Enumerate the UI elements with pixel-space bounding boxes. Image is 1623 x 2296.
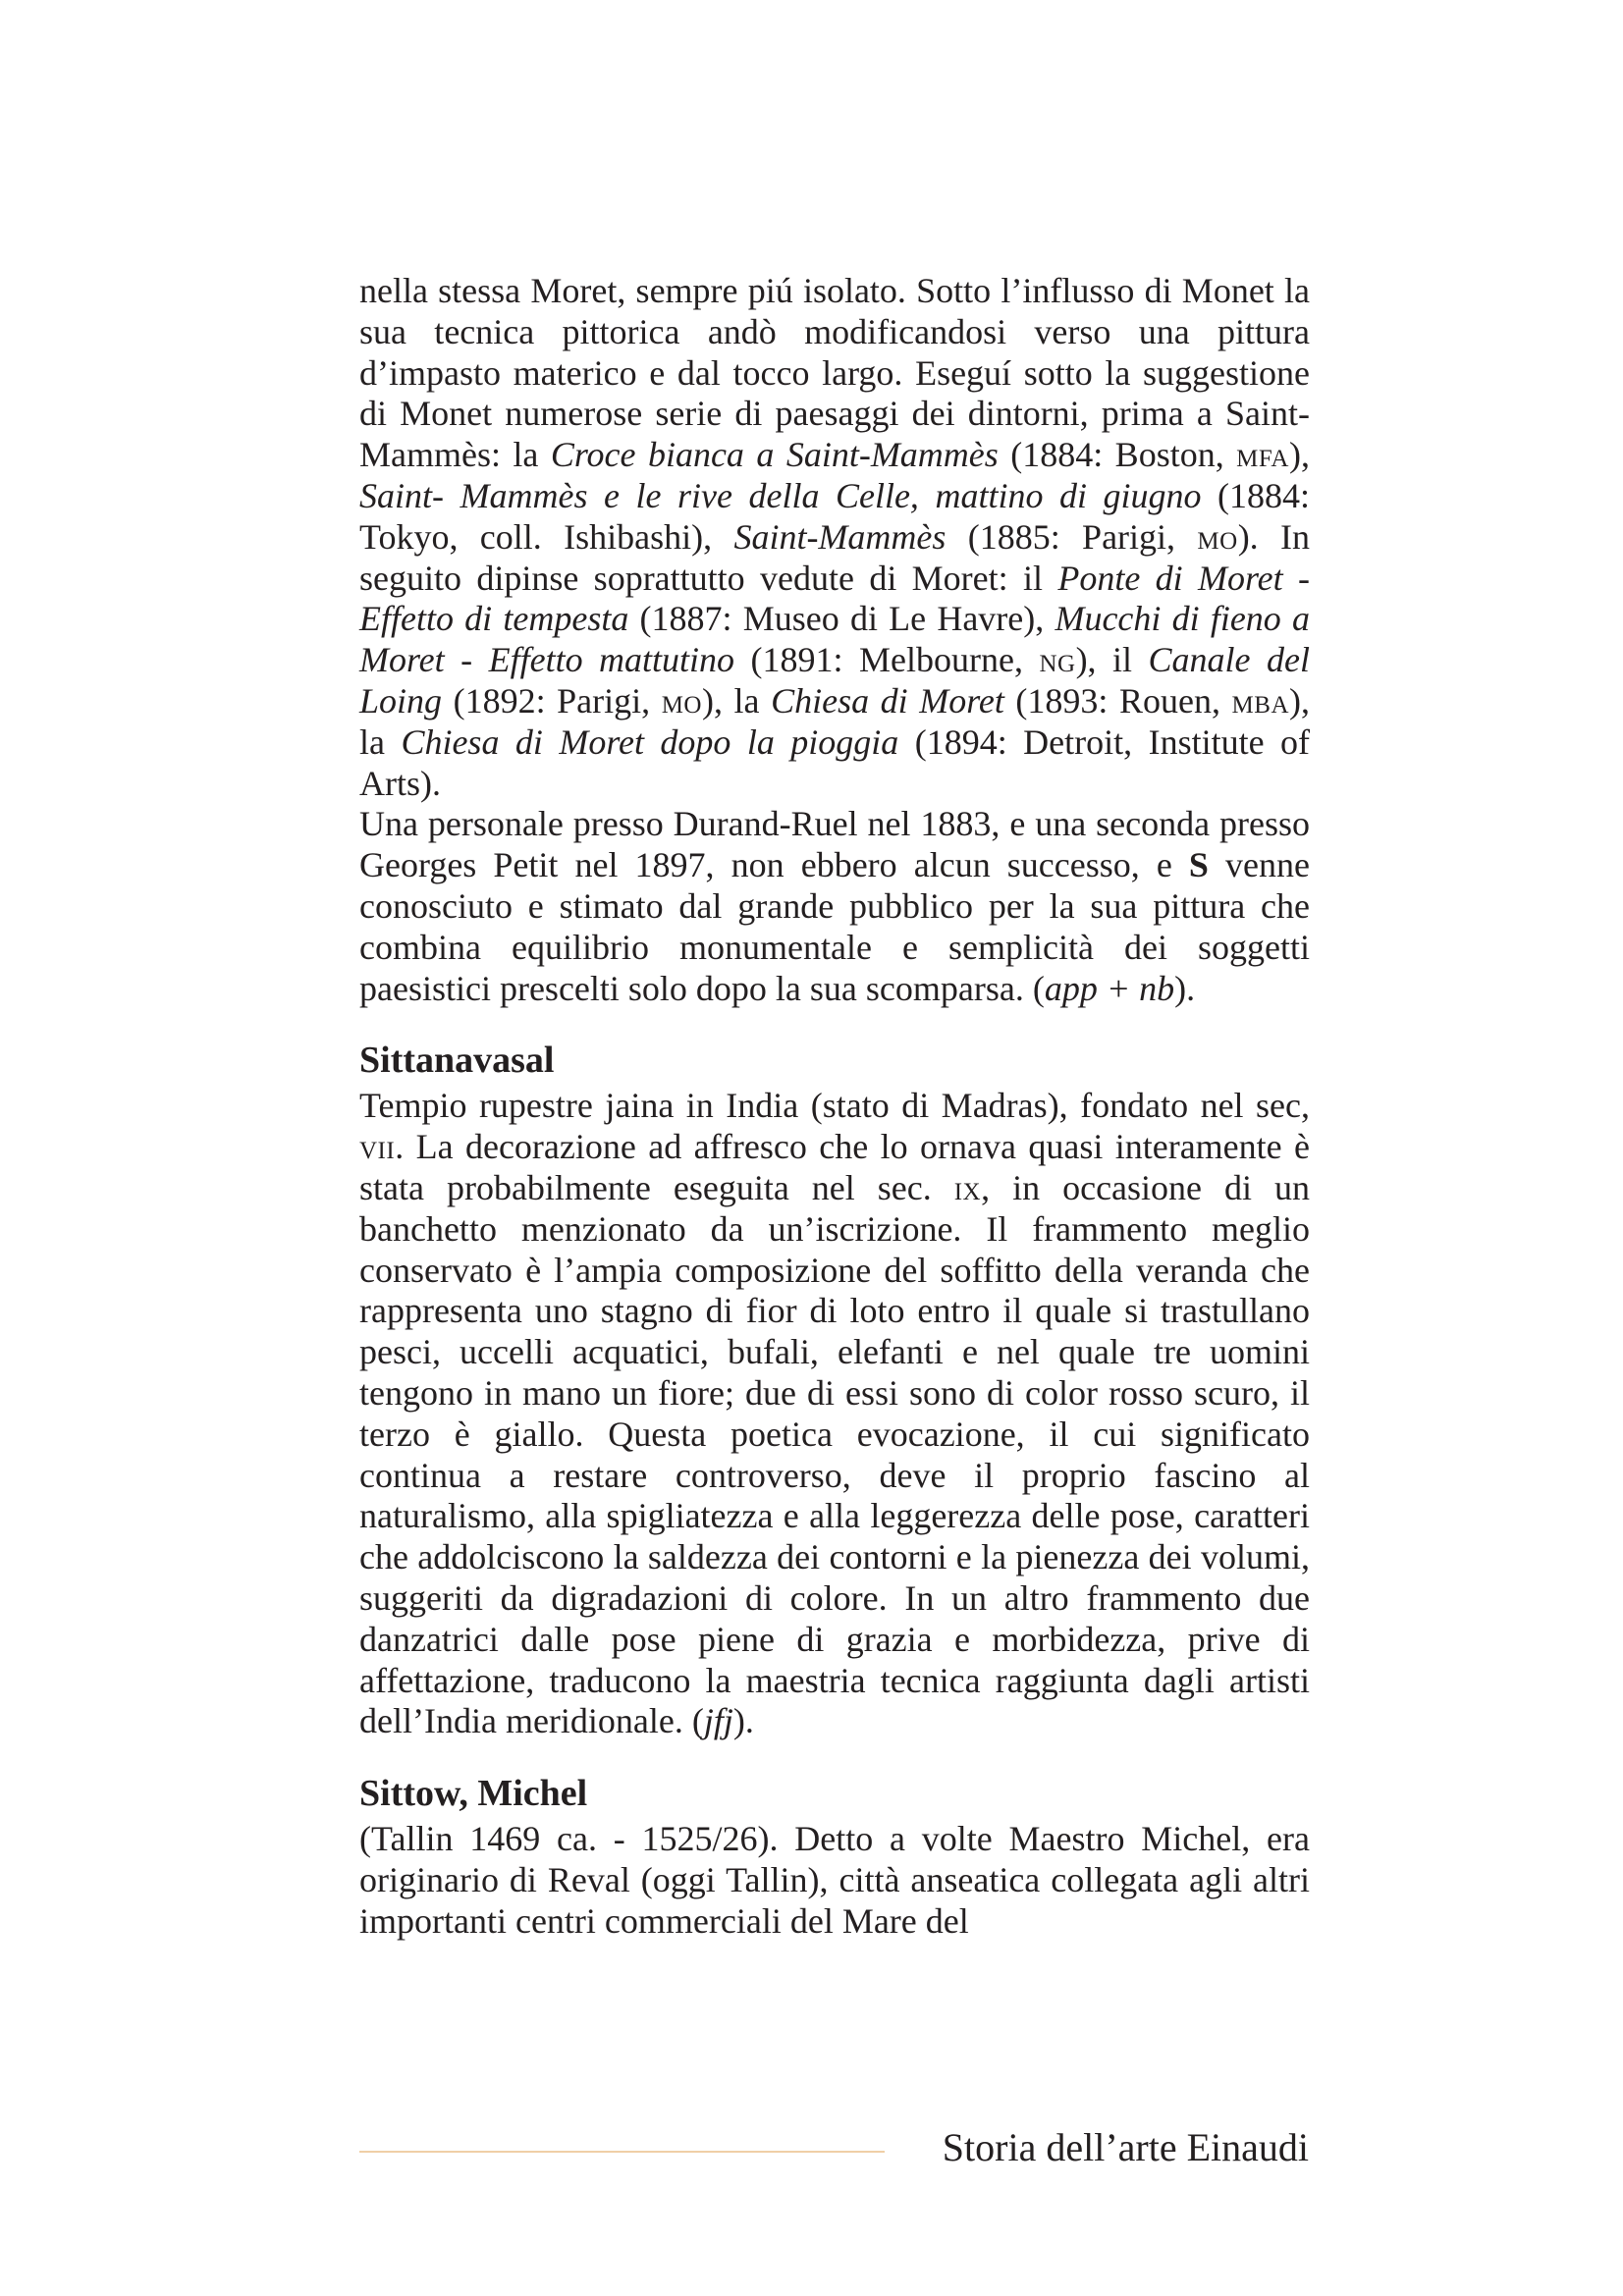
text-run: ). [732,1701,754,1741]
text-run: nella stessa Moret, sempre piú isolato. Sotto l’influsso di Monet la sua tecnica pittorica andò modificandosi verso una pittura d’impasto materico e dal tocco largo. Eseguí sotto la suggestione di Monet numerose serie di paesaggi dei dintorni, prima a Saint-Mammès: la [359,271,1310,475]
paragraph-moret-exhibitions [359,804,1310,1009]
entry-heading-sittow: Sittow, Michel [359,1773,588,1815]
text-run: (1885: Parigi, [946,516,1198,557]
artwork-title: Canale del Loing [359,640,1310,721]
artwork-title: Saint-Mammès [733,516,947,557]
text-run: ). In seguito dipinse soprattutto vedute di Moret: il [359,516,1310,598]
museum-abbrev: mo [1197,516,1238,557]
text-run: venne conosciuto e stimato dal grande pubblico per la sua pittura che combina equilibrio monumentale e semplicità dei soggetti paesistici prescelti solo dopo la sua scomparsa. ( [359,845,1310,1008]
entry-abbrev: S [1188,845,1209,885]
text-run: (1892: Parigi, [442,680,662,721]
century-numeral: vii [359,1127,396,1167]
text-run: ), la [359,680,1311,762]
text-run: ), la [702,680,772,721]
text-run: (1891: Melbourne, [734,640,1040,680]
author-initials: app + nb [1044,968,1175,1008]
text-run: ), il [1075,640,1149,680]
text-run: Tempio rupestre jaina in India (stato di Madras), fondato nel sec, [359,1086,1310,1126]
paragraph-moret-continuation [359,271,1310,804]
text-run: Una personale presso Durand-Ruel nel 1883, e una seconda presso Georges Petit nel 1897, non ebbero alcun successo, e [359,804,1310,885]
footer-rule [359,2151,885,2153]
century-numeral: ix [953,1167,982,1207]
museum-abbrev: mba [1231,680,1290,721]
text-run: (1884: Tokyo, coll. Ishibashi), [359,475,1310,557]
museum-abbrev: mfa [1236,435,1289,475]
text-column [359,271,1310,1942]
author-initials: jfj [703,1701,733,1741]
text-run: (1884: Boston, [998,435,1237,475]
text-run: , in occasione di un banchetto menzionato da un’iscrizione. Il frammento meglio conservato è l’ampia composizione del soffitto della veranda che rappresenta uno stagno di fior di loto entro il quale si trastullano pesci, uccelli acquatici, bufali, elefanti e nel quale tre uomini tengono in mano un fiore; due di essi sono di color rosso scuro, il terzo è giallo. Questa poetica evocazione, il cui significato continua a restare controverso, deve il proprio fascino al naturalismo, alla spigliatezza e alla leggerezza delle pose, caratteri che addolciscono la saldezza dei contorni e la pienezza dei volumi, suggeriti da digradazioni di colore. In un altro frammento due danzatrici dalle pose piene di grazia e morbidezza, prive di affettazione, traducono la maestria tecnica raggiunta dagli artisti dell’India meridionale. ( [359,1167,1310,1741]
museum-abbrev: mo [661,680,702,721]
artwork-title: Chiesa di Moret dopo la pioggia [401,721,899,762]
museum-abbrev: ng [1039,640,1076,680]
text-run: . La decorazione ad affresco che lo ornava quasi interamente è stata probabilmente eseguita nel sec. [359,1127,1310,1207]
paragraph-sittanavasal [359,1086,1310,1742]
text-run: (1887: Museo di Le Havre), [628,599,1055,639]
text-run: (1893: Rouen, [1003,680,1232,721]
entry-heading-sittanavasal: Sittanavasal [359,1040,555,1082]
text-run: ). [1174,968,1196,1008]
footer-title: Storia dell’arte Einaudi [942,2125,1309,2169]
paragraph-sittow: (Tallin 1469 ca. - 1525/26). Detto a volte Maestro Michel, era originario di Reval (oggi Tallin), città anseatica collegata agli altri importanti centri commerciali del Mare del [359,1819,1310,1941]
artwork-title: Croce bianca a Saint-Mammès [550,435,999,475]
artwork-title: Ponte di Moret - Effetto di tempesta [359,558,1310,639]
artwork-title: Mucchi di fieno a Moret - Effetto mattutino [359,599,1311,680]
text-run: ), [1289,435,1310,475]
artwork-title: Saint- Mammès e le rive della Celle, mattino di giugno [359,475,1202,515]
text-run: (1894: Detroit, Institute of Arts). [359,721,1311,803]
artwork-title: Chiesa di Moret [771,680,1004,721]
